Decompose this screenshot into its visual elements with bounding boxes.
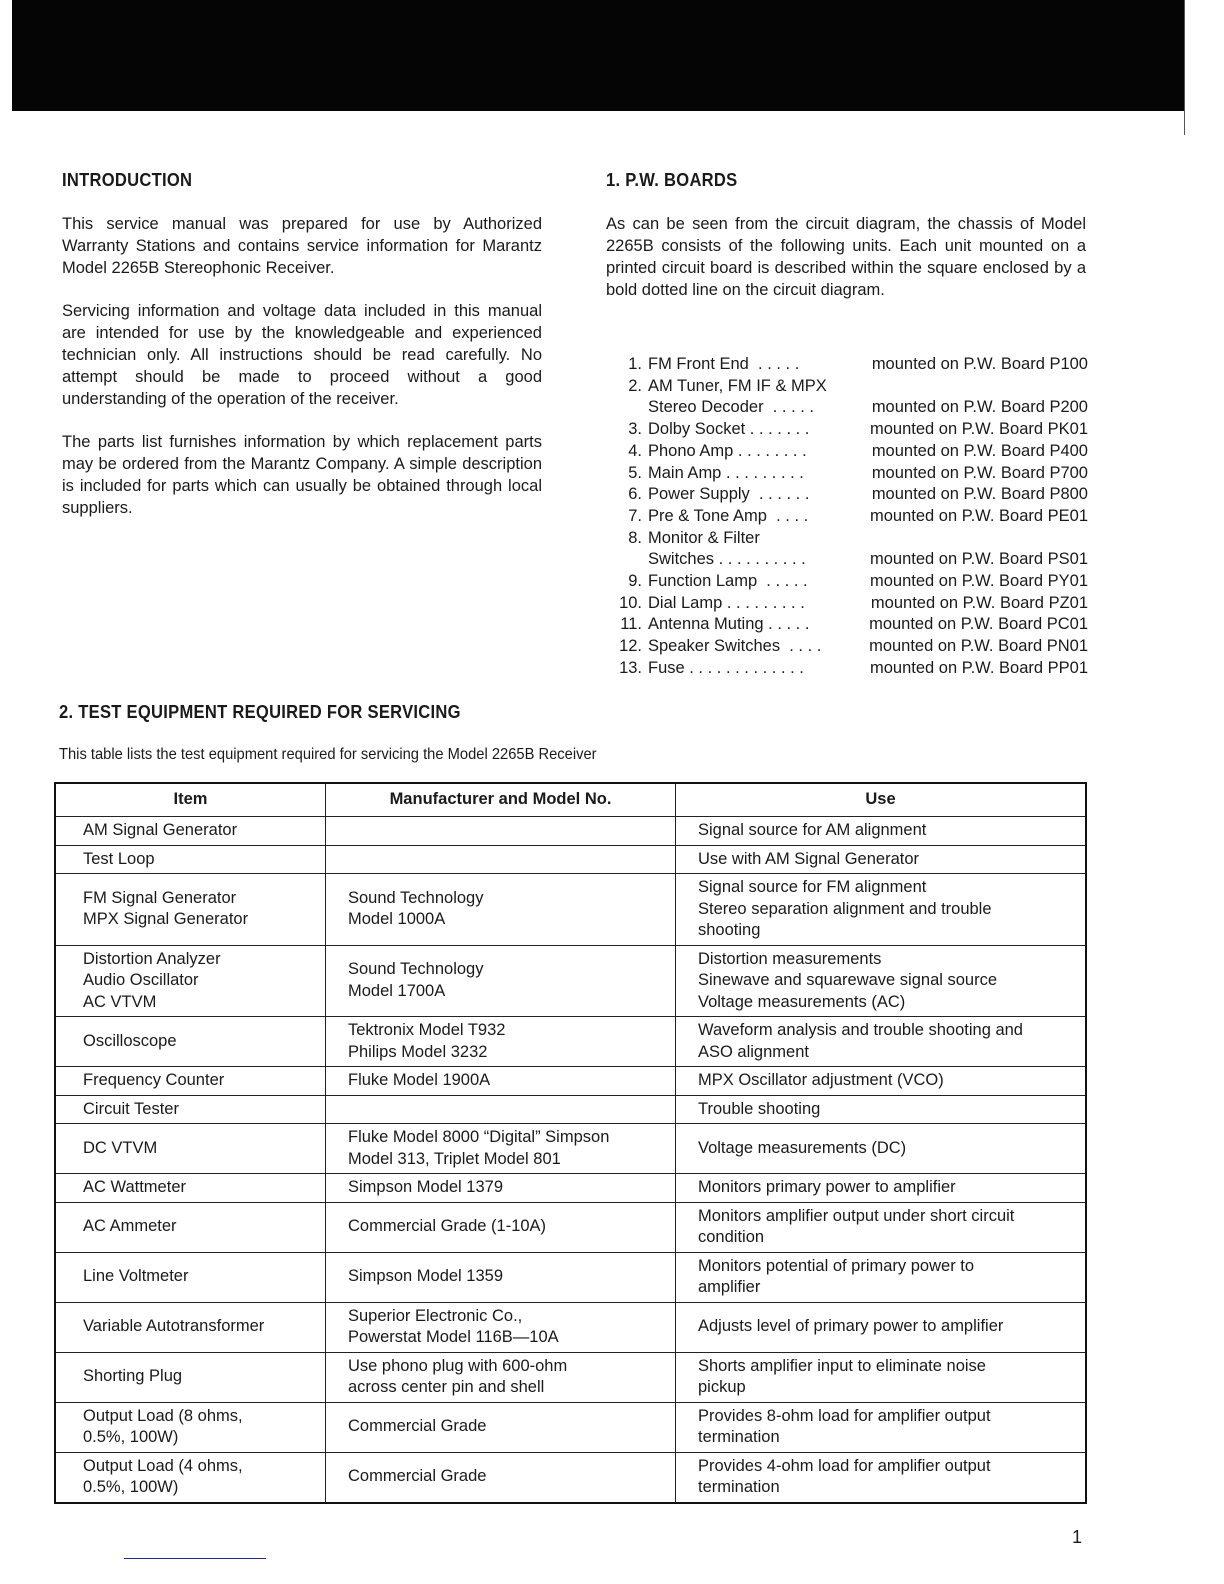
board-item-name: AM Tuner, FM IF & MPX (648, 376, 827, 395)
cell-use-line: Use with AM Signal Generator (698, 849, 920, 868)
cell-use-line: MPX Oscillator adjustment (VCO) (698, 1071, 944, 1089)
board-list-item (606, 549, 1088, 571)
board-list-item (606, 528, 1088, 550)
cell-use (676, 874, 1087, 946)
board-item-name: Switches . . . . . . . . . . (648, 550, 806, 569)
cell-item-line: Output Load (8 ohms, (83, 1406, 243, 1425)
cell-use-line: Monitors potential of primary power to (698, 1256, 975, 1275)
cell-model-line: Sound Technology (348, 888, 484, 907)
cell-item-line: Distortion Analyzer (83, 949, 221, 968)
cell-model-line: Model 313, Triplet Model 801 (348, 1149, 561, 1168)
board-item-name: Speaker Switches . . . . (648, 637, 822, 656)
cell-item (55, 945, 326, 1017)
cell-use-line: Shorts amplifier input to eliminate noise (698, 1356, 986, 1375)
board-item-number: 8. (628, 528, 642, 547)
column-header-item: Item (55, 783, 326, 817)
board-item-number: 4. (628, 441, 642, 460)
board-item-number: 13. (619, 658, 642, 677)
cell-item-line: MPX Signal Generator (83, 910, 249, 929)
pw-boards-heading: 1. P.W. BOARDS (606, 170, 738, 190)
board-item-mount: mounted on P.W. Board PC01 (869, 615, 1088, 634)
cell-item (55, 1124, 326, 1174)
cell-use-line: Trouble shooting (698, 1099, 821, 1118)
cell-item-line: Circuit Tester (83, 1099, 179, 1118)
board-item-name: Dolby Socket . . . . . . . (648, 420, 810, 439)
cell-use (676, 1302, 1087, 1352)
cell-model-line: Powerstat Model 116B—10A (348, 1328, 559, 1346)
board-item-mount: mounted on P.W. Board P100 (871, 355, 1088, 373)
cell-item (55, 817, 326, 846)
board-list-item (606, 376, 1088, 398)
board-list-item (606, 463, 1088, 485)
board-item-number: 6. (628, 485, 642, 504)
board-list-item (606, 419, 1088, 441)
cell-item (55, 1452, 326, 1503)
table-row (55, 1017, 1086, 1067)
cell-use-line: Adjusts level of primary power to amplifier (698, 1317, 1004, 1336)
board-item-number: 5. (628, 463, 642, 482)
board-item-mount: mounted on P.W. Board PN01 (869, 637, 1088, 656)
cell-item (55, 1402, 326, 1452)
board-item-name: Fuse . . . . . . . . . . . . . (648, 658, 804, 677)
cell-use-line: Signal source for AM alignment (698, 821, 927, 839)
cell-model-line: Commercial Grade (348, 1417, 487, 1436)
cell-item (55, 874, 326, 946)
board-list-item (606, 593, 1088, 615)
board-list-item (606, 354, 1088, 376)
cell-use (676, 1452, 1087, 1503)
cell-item-line: Frequency Counter (83, 1071, 225, 1089)
cell-use-line: Voltage measurements (AC) (698, 992, 906, 1011)
board-item-name: Dial Lamp . . . . . . . . . (648, 593, 805, 612)
board-item-mount: mounted on P.W. Board PP01 (869, 658, 1088, 677)
board-item-number (606, 549, 648, 571)
intro-paragraph: The parts list furnishes information by which replacement parts may be ordered from the Marantz Company. A simple description is included for parts which can usually be obtained through local suppliers. (62, 433, 542, 517)
cell-item (55, 1174, 326, 1203)
cell-item-line: Shorting Plug (83, 1367, 183, 1386)
cell-use (676, 1095, 1087, 1124)
board-list-item (606, 614, 1088, 636)
cell-use-line: Sinewave and squarewave signal source (698, 971, 998, 989)
cell-item-line: DC VTVM (83, 1138, 158, 1157)
cell-model (326, 945, 676, 1017)
cell-model (326, 845, 676, 874)
table-row (55, 1202, 1086, 1252)
board-item-mount: mounted on P.W. Board PZ01 (870, 593, 1088, 612)
table-row (55, 874, 1086, 946)
board-item-mount: mounted on P.W. Board PS01 (869, 550, 1088, 569)
table-row (55, 1095, 1086, 1124)
board-item-number: 10. (619, 593, 642, 612)
cell-use-line: Distortion measurements (698, 949, 882, 968)
cell-use-line: Signal source for FM alignment (698, 878, 927, 896)
pw-boards-body (606, 213, 1086, 322)
cell-use (676, 1174, 1087, 1203)
cell-item-line: 0.5%, 100W) (83, 1478, 179, 1496)
board-item-mount: mounted on P.W. Board PK01 (869, 420, 1088, 439)
board-item-name: Function Lamp . . . . . (648, 572, 808, 591)
introduction-body (62, 213, 542, 540)
board-item-number: 1. (628, 355, 642, 373)
board-item-number (606, 397, 648, 419)
cell-model (326, 1302, 676, 1352)
cell-item (55, 1252, 326, 1302)
cell-item-line: Oscilloscope (83, 1031, 177, 1050)
board-item-name: Power Supply . . . . . . (648, 485, 810, 504)
pw-boards-paragraph: As can be seen from the circuit diagram, the chassis of Model 2265B consists of the following units. Each unit mounted on a printed circuit board is described within the square enclosed by a bold dotted line on the circuit diagram. (606, 215, 1086, 299)
cell-model-line: Sound Technology (348, 960, 484, 979)
introduction-heading: INTRODUCTION (62, 170, 193, 190)
cell-use-line: Voltage measurements (DC) (698, 1138, 907, 1157)
board-list-item (606, 636, 1088, 658)
cell-item (55, 1067, 326, 1096)
cell-use (676, 1252, 1087, 1302)
cell-model (326, 1124, 676, 1174)
cell-use (676, 1202, 1087, 1252)
table-row (55, 1124, 1086, 1174)
cell-model-line: Commercial Grade (1-10A) (348, 1217, 547, 1236)
cell-model-line: Simpson Model 1379 (348, 1178, 504, 1196)
table-row (55, 1352, 1086, 1402)
footer-link-underline (124, 1558, 266, 1559)
cell-item (55, 1302, 326, 1352)
cell-use-line: Provides 4-ohm load for amplifier output (698, 1456, 991, 1475)
cell-use (676, 817, 1087, 846)
cell-item (55, 1352, 326, 1402)
board-item-number: 9. (628, 572, 642, 591)
cell-item-line: Output Load (4 ohms, (83, 1456, 243, 1475)
cell-model-line: Philips Model 3232 (348, 1042, 488, 1061)
cell-use (676, 1352, 1087, 1402)
cell-item-line: AC VTVM (83, 992, 157, 1011)
cell-model-line: Fluke Model 1900A (348, 1071, 491, 1089)
table-header-row (55, 783, 1086, 817)
test-equipment-heading: 2. TEST EQUIPMENT REQUIRED FOR SERVICING (59, 702, 461, 722)
cell-item-line: AC Wattmeter (83, 1178, 186, 1196)
header-band (12, 0, 1184, 111)
cell-use-line: amplifier (698, 1278, 761, 1296)
board-list-item (606, 506, 1088, 528)
intro-paragraph: Servicing information and voltage data included in this manual are intended for use by the knowledgeable and experienced technician only. All instructions should be read carefully. No attempt should be made to proceed without a good understanding of the operation of the receiver. (62, 302, 542, 408)
column-header-use: Use (676, 783, 1087, 817)
cell-use (676, 1067, 1087, 1096)
cell-use-line: Stereo separation alignment and trouble (698, 899, 992, 918)
cell-item-line: Test Loop (83, 849, 155, 868)
cell-use-line: shooting (698, 921, 761, 939)
table-row (55, 945, 1086, 1017)
cell-use-line: pickup (698, 1378, 746, 1396)
cell-use-line: termination (698, 1478, 780, 1496)
cell-use (676, 1017, 1087, 1067)
board-item-mount: mounted on P.W. Board PY01 (869, 572, 1088, 591)
cell-model (326, 1402, 676, 1452)
table-row (55, 1174, 1086, 1203)
board-item-name: Stereo Decoder . . . . . (648, 398, 814, 417)
board-item-mount: mounted on P.W. Board P400 (871, 441, 1088, 460)
table-row (55, 817, 1086, 846)
cell-use-line: Monitors amplifier output under short circuit (698, 1206, 1015, 1225)
cell-model (326, 1352, 676, 1402)
cell-item-line: Audio Oscillator (83, 971, 199, 989)
board-item-mount: mounted on P.W. Board PE01 (869, 506, 1088, 525)
margin-rule (1184, 0, 1185, 135)
board-item-number: 7. (628, 506, 642, 525)
cell-model (326, 817, 676, 846)
table-row (55, 845, 1086, 874)
cell-item-line: Variable Autotransformer (83, 1317, 265, 1336)
cell-model-line: Simpson Model 1359 (348, 1267, 504, 1286)
board-item-number: 11. (620, 615, 642, 634)
table-row (55, 1302, 1086, 1352)
cell-model-line: Commercial Grade (348, 1467, 487, 1486)
test-equipment-table (54, 782, 1087, 1504)
cell-use (676, 1124, 1087, 1174)
cell-item-line: FM Signal Generator (83, 888, 237, 907)
cell-use (676, 845, 1087, 874)
cell-model (326, 1067, 676, 1096)
cell-item (55, 1017, 326, 1067)
cell-item-line: Line Voltmeter (83, 1267, 189, 1286)
board-list-item (606, 441, 1088, 463)
cell-use-line: Provides 8-ohm load for amplifier output (698, 1406, 991, 1425)
board-list-item (606, 397, 1088, 419)
cell-use-line: termination (698, 1428, 780, 1446)
cell-model (326, 1252, 676, 1302)
cell-use-line: ASO alignment (698, 1042, 809, 1061)
board-item-number: 2. (628, 376, 642, 395)
board-item-number: 3. (628, 420, 642, 439)
cell-model-line: Use phono plug with 600-ohm (348, 1356, 568, 1375)
cell-model-line: Model 1000A (348, 910, 446, 929)
cell-model (326, 1017, 676, 1067)
board-item-name: Phono Amp . . . . . . . . (648, 441, 807, 460)
cell-model-line: Superior Electronic Co., (348, 1306, 523, 1325)
cell-model (326, 1095, 676, 1124)
cell-use-line: Monitors primary power to amplifier (698, 1178, 956, 1196)
cell-use-line: condition (698, 1228, 765, 1246)
board-item-mount (848, 528, 1088, 550)
cell-item-line: AM Signal Generator (83, 821, 238, 839)
cell-model (326, 1452, 676, 1503)
cell-model-line: Model 1700A (348, 981, 446, 1000)
board-item-name: Antenna Muting . . . . . (648, 615, 810, 634)
board-item-number: 12. (619, 637, 642, 656)
cell-model-line: Fluke Model 8000 “Digital” Simpson (348, 1128, 610, 1146)
intro-paragraph: This service manual was prepared for use by Authorized Warranty Stations and contains service information for Marantz Model 2265B Stereophonic Receiver. (62, 215, 542, 277)
cell-model-line: Tektronix Model T932 (348, 1021, 506, 1039)
page-number: 1 (1072, 1527, 1083, 1547)
test-equipment-intro: This table lists the test equipment required for servicing the Model 2265B Receiver (59, 746, 597, 763)
board-item-mount: mounted on P.W. Board P700 (871, 463, 1088, 482)
table-row (55, 1402, 1086, 1452)
board-list-item (606, 484, 1088, 506)
cell-item-line: 0.5%, 100W) (83, 1428, 179, 1446)
board-item-mount: mounted on P.W. Board P200 (871, 398, 1088, 417)
cell-item-line: AC Ammeter (83, 1217, 177, 1236)
board-item-mount (848, 376, 1088, 398)
board-list-item (606, 571, 1088, 593)
cell-use (676, 945, 1087, 1017)
table-body (55, 817, 1086, 1503)
board-item-name: FM Front End . . . . . (648, 355, 800, 373)
board-item-name: Main Amp . . . . . . . . . (648, 463, 804, 482)
cell-item (55, 1095, 326, 1124)
cell-model (326, 1174, 676, 1203)
cell-model (326, 874, 676, 946)
board-item-mount: mounted on P.W. Board P800 (871, 485, 1088, 504)
pw-board-list (606, 354, 1088, 680)
cell-use (676, 1402, 1087, 1452)
cell-use-line: Waveform analysis and trouble shooting and (698, 1021, 1023, 1039)
cell-item (55, 1202, 326, 1252)
cell-item (55, 845, 326, 874)
board-list-item (606, 658, 1088, 680)
table-row (55, 1252, 1086, 1302)
table-row (55, 1452, 1086, 1503)
column-header-model: Manufacturer and Model No. (326, 783, 676, 817)
table-row (55, 1067, 1086, 1096)
cell-model-line: across center pin and shell (348, 1378, 545, 1396)
board-item-name: Monitor & Filter (648, 528, 760, 547)
board-item-name: Pre & Tone Amp . . . . (648, 506, 809, 525)
cell-model (326, 1202, 676, 1252)
